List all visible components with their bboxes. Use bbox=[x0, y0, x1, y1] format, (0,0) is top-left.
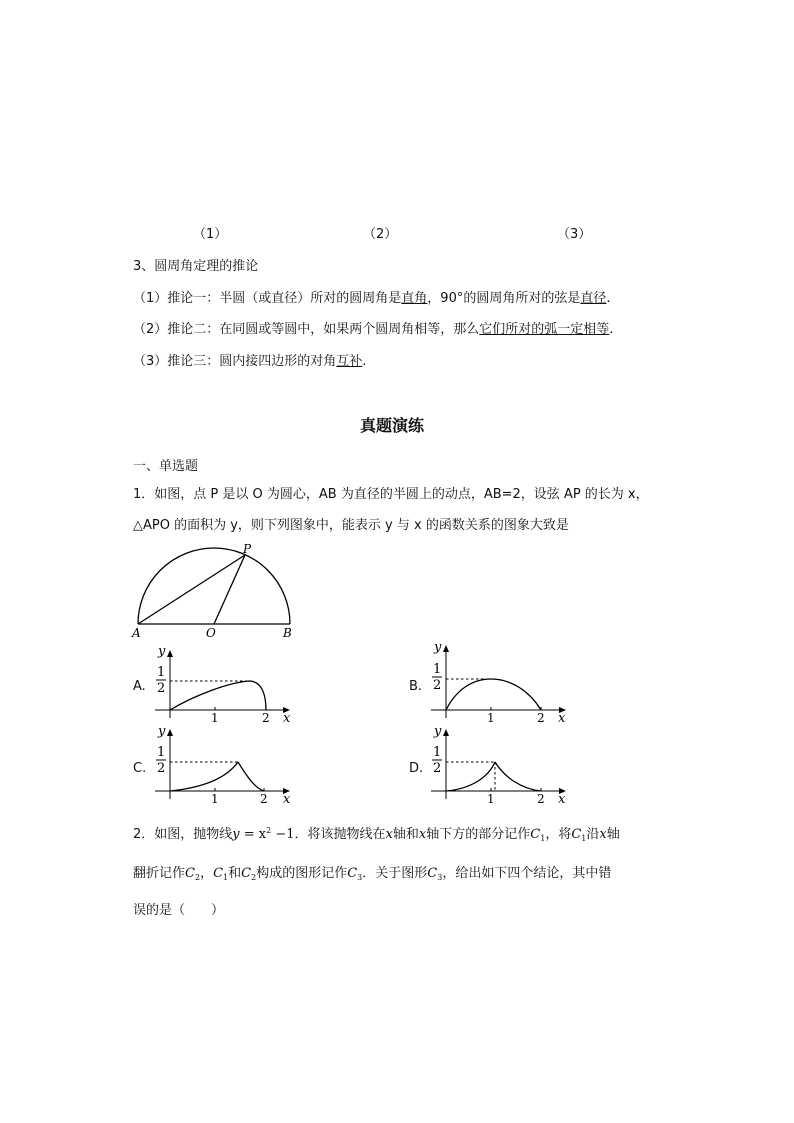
figure-label-3: （3） bbox=[557, 227, 592, 242]
tick-label-2: 2 bbox=[537, 711, 545, 722]
var-c2: C bbox=[185, 866, 195, 881]
option-b-graph[interactable] bbox=[426, 640, 576, 722]
option-d-graph[interactable] bbox=[426, 722, 576, 804]
corollary-1-answer-1: 直角 bbox=[401, 291, 428, 306]
option-d-letter[interactable]: D. bbox=[409, 761, 424, 776]
var-c1: C bbox=[571, 827, 582, 842]
corollary-2-text: （2）推论二：在同圆或等圆中，如果两个圆周角相等，那么 bbox=[133, 322, 480, 337]
half-denominator: 2 bbox=[433, 761, 442, 776]
question-2-line-2 bbox=[133, 862, 611, 881]
sub-1: 1 bbox=[223, 873, 229, 882]
section-heading: 3、圆周角定理的推论 bbox=[133, 259, 259, 274]
tick-label-1: 1 bbox=[211, 711, 219, 724]
q2-text: ．将该抛物线在 bbox=[294, 827, 386, 842]
eq-y: y bbox=[232, 827, 240, 842]
var-x: x bbox=[599, 827, 607, 842]
half-numerator: 1 bbox=[157, 745, 166, 760]
corollary-3-end: . bbox=[362, 354, 367, 369]
corollary-1-text: （1）推论一：半圆（或直径）所对的圆周角是 bbox=[133, 291, 402, 306]
practice-title: 真题演练 bbox=[360, 416, 425, 435]
var-x: x bbox=[385, 827, 393, 842]
y-axis-label: y bbox=[158, 724, 166, 739]
corollary-1-end: . bbox=[606, 291, 611, 306]
question-2-line-3: 误的是（ ） bbox=[133, 903, 225, 918]
var-c1: C bbox=[530, 827, 541, 842]
q2-text: ，将 bbox=[545, 827, 572, 842]
tick-label-2: 2 bbox=[260, 792, 268, 804]
option-c-letter[interactable]: C. bbox=[133, 761, 147, 776]
eq-sup: 2 bbox=[266, 826, 272, 835]
corollary-2-answer: 它们所对的弧一定相等 bbox=[479, 322, 610, 337]
half-numerator: 1 bbox=[433, 745, 442, 760]
x-axis-label: x bbox=[558, 792, 566, 804]
sub-3: 3 bbox=[357, 873, 363, 882]
corollary-3-answer: 互补 bbox=[336, 354, 363, 369]
half-denominator: 2 bbox=[157, 681, 166, 696]
part-heading: 一、单选题 bbox=[133, 459, 199, 474]
var-c3: C bbox=[427, 866, 438, 881]
point-a-label: A bbox=[132, 626, 141, 640]
corollary-3 bbox=[133, 350, 366, 369]
var-c3: C bbox=[347, 866, 358, 881]
q2-text: 轴下方的部分记作 bbox=[426, 827, 531, 842]
tick-label-1: 1 bbox=[487, 711, 495, 722]
var-x: x bbox=[418, 827, 427, 842]
y-axis-label: y bbox=[434, 724, 442, 739]
tick-label-1: 1 bbox=[211, 792, 219, 804]
x-axis-label: x bbox=[283, 711, 291, 724]
tick-label-1: 1 bbox=[487, 792, 495, 804]
q2-text: 构成的图形记作 bbox=[256, 866, 348, 881]
q2-text: 轴 bbox=[606, 827, 620, 842]
question-1-line-1: 1．如图，点 P 是以 O 为圆心，AB 为直径的半圆上的动点，AB=2，设弦 AP 的长为 x， bbox=[133, 487, 649, 502]
figure-label-1: （1） bbox=[193, 227, 228, 242]
corollary-3-text: （3）推论三：圆内接四边形的对角 bbox=[133, 354, 337, 369]
q2-text: ，给出如下四个结论，其中错 bbox=[442, 866, 612, 881]
y-axis-label: y bbox=[158, 644, 166, 659]
tick-label-2: 2 bbox=[262, 711, 270, 724]
sub-3: 3 bbox=[437, 873, 443, 882]
q2-text: 2．如图，抛物线 bbox=[133, 827, 233, 842]
half-denominator: 2 bbox=[157, 761, 166, 776]
sub-1: 1 bbox=[540, 834, 546, 843]
corollary-2 bbox=[133, 318, 613, 337]
var-c1: C bbox=[213, 866, 224, 881]
q2-text: 沿 bbox=[586, 827, 600, 842]
corollary-1-answer-2: 直径 bbox=[580, 291, 607, 306]
half-denominator: 2 bbox=[433, 678, 442, 693]
semicircle-figure bbox=[128, 540, 303, 642]
option-a-letter[interactable]: A. bbox=[133, 679, 146, 694]
half-numerator: 1 bbox=[157, 665, 166, 680]
question-1-line-2: △APO 的面积为 y，则下列图象中，能表示 y 与 x 的函数关系的图象大致是 bbox=[133, 518, 569, 533]
option-a-graph[interactable] bbox=[150, 644, 300, 724]
eq-mid: = x bbox=[239, 827, 267, 842]
option-c-graph[interactable] bbox=[150, 722, 300, 804]
figure-label-2: （2） bbox=[363, 227, 398, 242]
x-axis-label: x bbox=[283, 792, 291, 804]
eq-end: −1 bbox=[271, 827, 295, 842]
point-b-label: B bbox=[283, 626, 292, 640]
sub-2: 2 bbox=[194, 873, 201, 882]
q2-text: 和 bbox=[228, 866, 242, 881]
q2-text: 翻折记作 bbox=[133, 866, 186, 881]
x-axis-label: x bbox=[558, 711, 566, 722]
q2-text: 轴和 bbox=[392, 827, 419, 842]
var-c2: C bbox=[241, 866, 252, 881]
sub-1: 1 bbox=[581, 834, 587, 843]
corollary-1 bbox=[133, 287, 611, 306]
point-p-label: P bbox=[243, 542, 252, 556]
tick-label-2: 2 bbox=[537, 792, 545, 804]
question-2-line-1 bbox=[133, 823, 620, 842]
q2-text: ．关于图形 bbox=[362, 866, 428, 881]
y-axis-label: y bbox=[434, 640, 442, 655]
half-numerator: 1 bbox=[433, 662, 442, 677]
option-b-letter[interactable]: B. bbox=[409, 679, 423, 694]
semicircle-arc bbox=[138, 548, 290, 624]
point-o-label: O bbox=[206, 626, 216, 640]
corollary-2-end: . bbox=[609, 322, 614, 337]
sub-2: 2 bbox=[251, 873, 257, 882]
q2-text: ， bbox=[200, 866, 214, 881]
q2-equation bbox=[232, 827, 294, 842]
corollary-1-mid: ，90°的圆周角所对的弦是 bbox=[427, 291, 581, 306]
